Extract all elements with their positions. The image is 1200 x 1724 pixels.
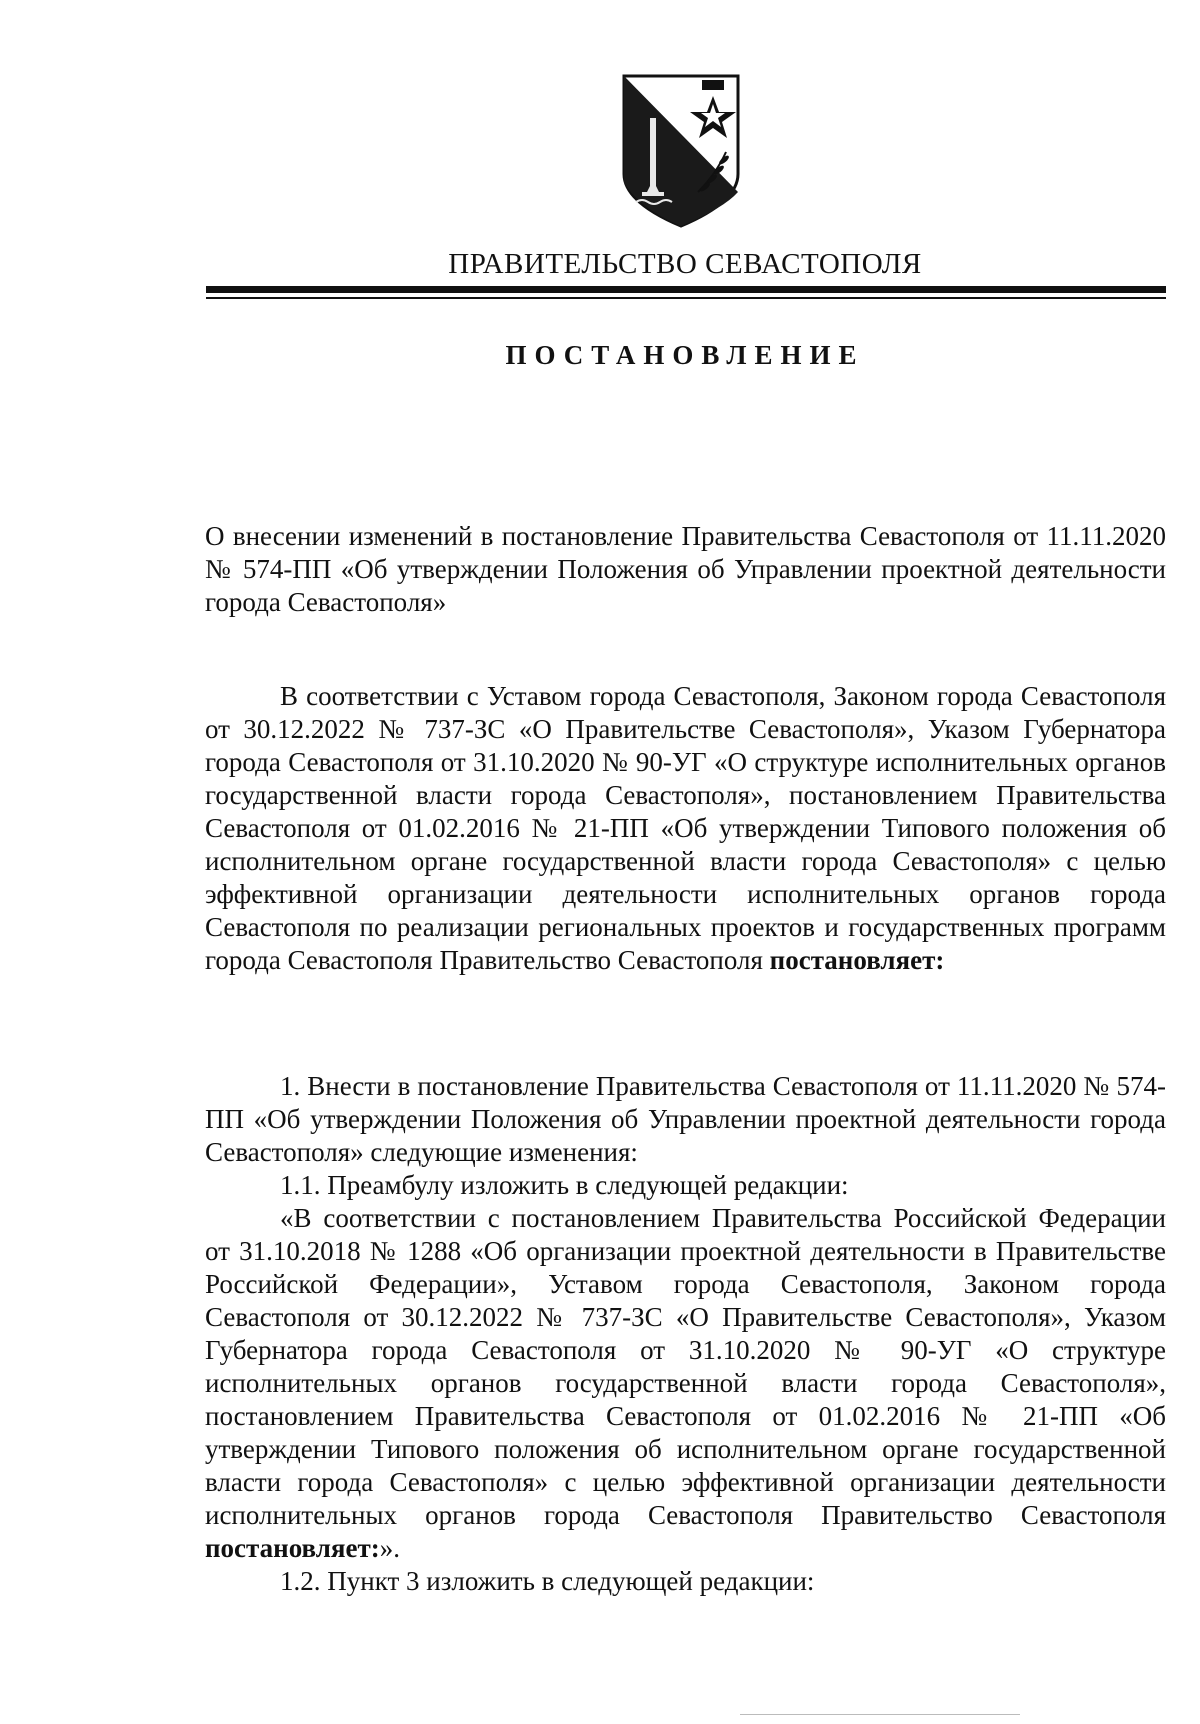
decree-items bbox=[205, 1070, 1166, 1598]
quoted-decree-word: постановляет: bbox=[205, 1533, 380, 1563]
item-1: 1. Внести в постановление Правительства Севастополя от 11.11.2020 № 574-ПП «Об утверждении Положения об Управлении проектной деятельности города Севастополя» следующие изменения: bbox=[205, 1071, 1166, 1167]
quoted-preamble-text: «В соответствии с постановлением Правительства Российской Федерации от 31.10.2018 № 1288 «Об организации проектной деятельности в Правительстве Российской Федерации», Уставом города Севастополя, Законом города Севастополя от 30.12.2022 № 737-ЗС «О Правительстве Севастополя», Указом Губернатора города Севастополя от 31.10.2020 № 90-УГ «О структуре исполнительных органов государственной власти города Севастополя», постановлением Правительства Севастополя от 01.02.2016 № 21-ПП «Об утверждении Типового положения об исполнительном органе государственной власти города Севастополя» с целью эффективной организации деятельности исполнительных органов города Севастополя Правительство Севастополя bbox=[205, 1203, 1166, 1530]
header-rule-thin bbox=[206, 297, 1166, 299]
document-title-text: О внесении изменений в постановление Правительства Севастополя от 11.11.2020 № 574-ПП «Об утверждении Положения об Управлении проектной деятельности города Севастополя» bbox=[205, 521, 1166, 617]
scan-artifact-line bbox=[740, 1714, 1020, 1715]
preamble bbox=[205, 680, 1166, 977]
quoted-preamble bbox=[205, 1202, 1166, 1565]
document-type: ПОСТАНОВЛЕНИЕ bbox=[505, 340, 865, 370]
preamble-text: В соответствии с Уставом города Севастополя, Законом города Севастополя от 30.12.2022 № 737-ЗС «О Правительстве Севастополя», Указом Губернатора города Севастополя от 31.10.2020 № 90-УГ «О структуре исполнительных органов государственной власти города Севастополя», постановлением Правительства Севастополя от 01.02.2016 № 21-ПП «Об утверждении Типового положения об исполнительном органе государственной власти города Севастополя» с целью эффективной организации деятельности исполнительных органов города Севастополя по реализации региональных проектов и государственных программ города Севастополя Правительство Севастополя bbox=[205, 681, 1166, 975]
item-1-1: 1.1. Преамбулу изложить в следующей редакции: bbox=[280, 1170, 849, 1200]
preamble-decree-word: постановляет: bbox=[769, 945, 945, 975]
sevastopol-coat-of-arms-icon bbox=[620, 74, 742, 228]
quote-end: ». bbox=[379, 1533, 400, 1563]
item-1-2: 1.2. Пункт 3 изложить в следующей редакции: bbox=[280, 1566, 815, 1596]
organization-name: ПРАВИТЕЛЬСТВО СЕВАСТОПОЛЯ bbox=[448, 248, 922, 280]
preamble-paragraph bbox=[205, 680, 1166, 977]
header-rule-thick bbox=[206, 286, 1166, 293]
document-title bbox=[205, 520, 1166, 619]
